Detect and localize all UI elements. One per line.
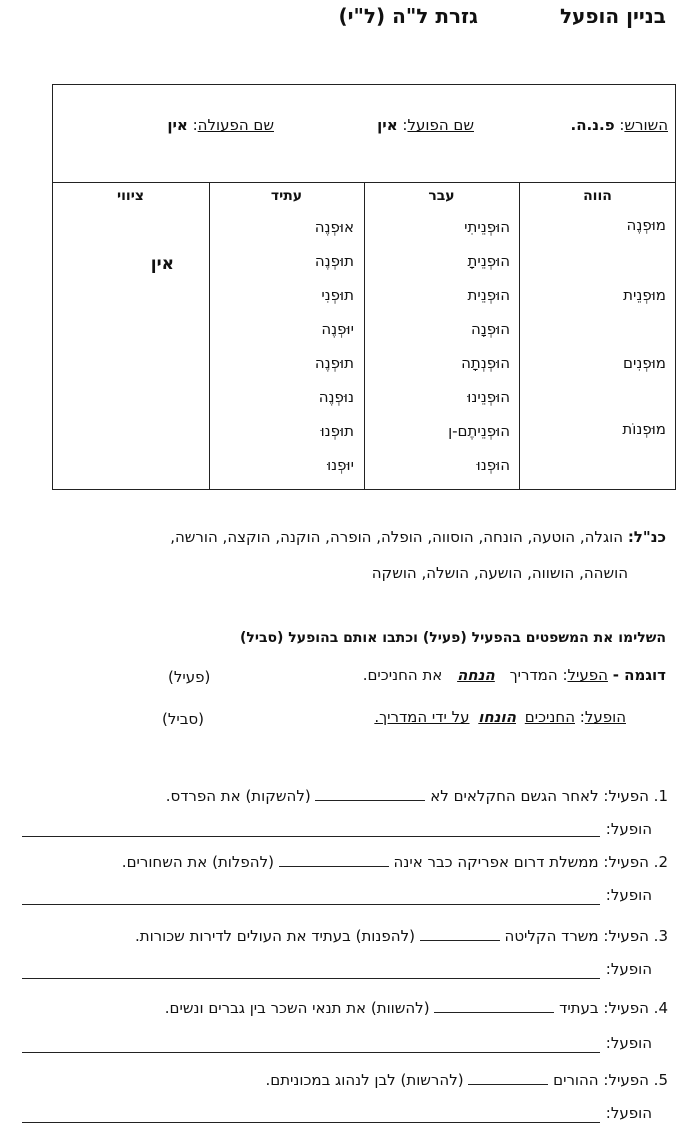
future-form: תוּפְנֶה (314, 252, 354, 270)
imperative-value: אין (150, 254, 174, 274)
exercise-4-answer-line[interactable] (22, 1052, 600, 1053)
similar-verbs-line2: הושהה, הושווה, הושעה, הושלה, הושקה (371, 564, 628, 582)
exercise-5-hifil: 5. הפעיל: ההורים (להרשות) לבן לנהוג במכוניתם. (265, 1071, 668, 1089)
column-divider (519, 182, 520, 490)
header-future: עתיד (270, 188, 303, 204)
exercise-3-hufal-label: הופעל: (605, 960, 652, 978)
future-form: נוּפְנֶה (318, 388, 354, 406)
future-form: תוּפְנִי (321, 286, 354, 304)
exercise-1-answer-line[interactable] (22, 836, 600, 837)
header-past: עבר (428, 188, 455, 204)
binyan-title: בניין הופעל (559, 4, 666, 28)
example-hifil-line: דוגמה - הפעיל: המדריך הנחה את החניכים. (362, 666, 666, 684)
answer-blank[interactable] (420, 926, 500, 941)
present-form: מוּפְנֶה (626, 216, 666, 234)
similar-verbs-line1: כנ"ל: הוגלה, הוטעה, הונחה, הוסווה, הופלה, הופרה, הוקנה, הוקצה, הורשה, (170, 528, 666, 546)
exercise-1-hufal-label: הופעל: (605, 820, 652, 838)
example-hufal-fill: הונחו (478, 708, 517, 726)
gizra-title: גזרת ל"ה (ל"י) (338, 4, 478, 28)
exercise-2-hufal-label: הופעל: (605, 886, 652, 904)
future-form: תוּפְנוּ (320, 422, 354, 440)
agent-noun-value: אין (377, 116, 398, 134)
past-form: הוּפְנָה (470, 320, 510, 338)
example-hufal-line: הופעל: החניכים הונחו על ידי המדריך. (374, 708, 626, 726)
future-form: יוּפְנוּ (327, 456, 354, 474)
root-label: השורש (624, 116, 668, 134)
past-form: הוּפְנֵית (467, 286, 510, 304)
exercise-4-hifil: 4. הפעיל: בעתיד (להשוות) את תנאי השכר בין גברים ונשים. (164, 999, 668, 1017)
action-noun-field: שם הפעולה: אין (167, 116, 274, 134)
past-form: הוּפְנֵיתִי (464, 218, 510, 236)
action-noun-label: שם הפעולה (197, 116, 274, 134)
example-hifil-tag: (פעיל) (168, 668, 211, 686)
header-present: הווה (583, 188, 612, 204)
exercise-2-hifil: 2. הפעיל: ממשלת דרום אפריקה כבר אינה (להפלות) את השחורים. (121, 853, 668, 871)
answer-blank[interactable] (468, 1070, 548, 1085)
future-form: תוּפְנֶה (314, 354, 354, 372)
future-form: אוּפְנֶה (314, 218, 354, 236)
exercise-4-hufal-label: הופעל: (605, 1034, 652, 1052)
column-divider (209, 182, 210, 490)
exercise-3-hifil: 3. הפעיל: משרד הקליטה (להפנות) בעתיד את העולים לדירות שכורות. (134, 927, 668, 945)
present-form: מוּפְנוֹת (622, 420, 666, 438)
past-form: הוּפְנֵיתֶם-ן (448, 422, 510, 440)
root-field: השורש: פ.נ.ה. (570, 116, 668, 134)
root-value: פ.נ.ה. (570, 116, 615, 134)
similar-label: כנ"ל: (627, 528, 666, 546)
instructions: השלימו את המשפטים בהפעיל (פעיל) וכתבו אותם בהופעל (סביל) (239, 630, 666, 646)
action-noun-value: אין (167, 116, 188, 134)
past-form: הוּפְנֵיתָ (467, 252, 510, 270)
example-hifil-fill: הנחה (457, 666, 495, 684)
past-form: הוּפְנוּ (476, 456, 510, 474)
exercise-2-answer-line[interactable] (22, 904, 600, 905)
exercise-3-answer-line[interactable] (22, 978, 600, 979)
answer-blank[interactable] (315, 786, 425, 801)
header-imperative: ציווי (117, 188, 144, 204)
exercise-5-hufal-label: הופעל: (605, 1104, 652, 1122)
column-divider (364, 182, 365, 490)
past-form: הוּפְנְתָה (461, 354, 510, 372)
present-form: מוּפְנֵית (623, 286, 666, 304)
future-form: יוּפְנֶה (321, 320, 354, 338)
answer-blank[interactable] (434, 998, 554, 1013)
answer-blank[interactable] (279, 852, 389, 867)
past-form: הוּפְנֵינוּ (467, 388, 510, 406)
agent-noun-field: שם הפועל: אין (377, 116, 474, 134)
present-form: מוּפְנִים (623, 354, 666, 372)
exercise-5-answer-line[interactable] (22, 1122, 600, 1123)
exercise-1-hifil: 1. הפעיל: לאחר הגשם החקלאים לא (להשקות) את הפרדס. (165, 787, 668, 805)
agent-noun-label: שם הפועל (407, 116, 474, 134)
example-hufal-tag: (סביל) (162, 710, 204, 728)
